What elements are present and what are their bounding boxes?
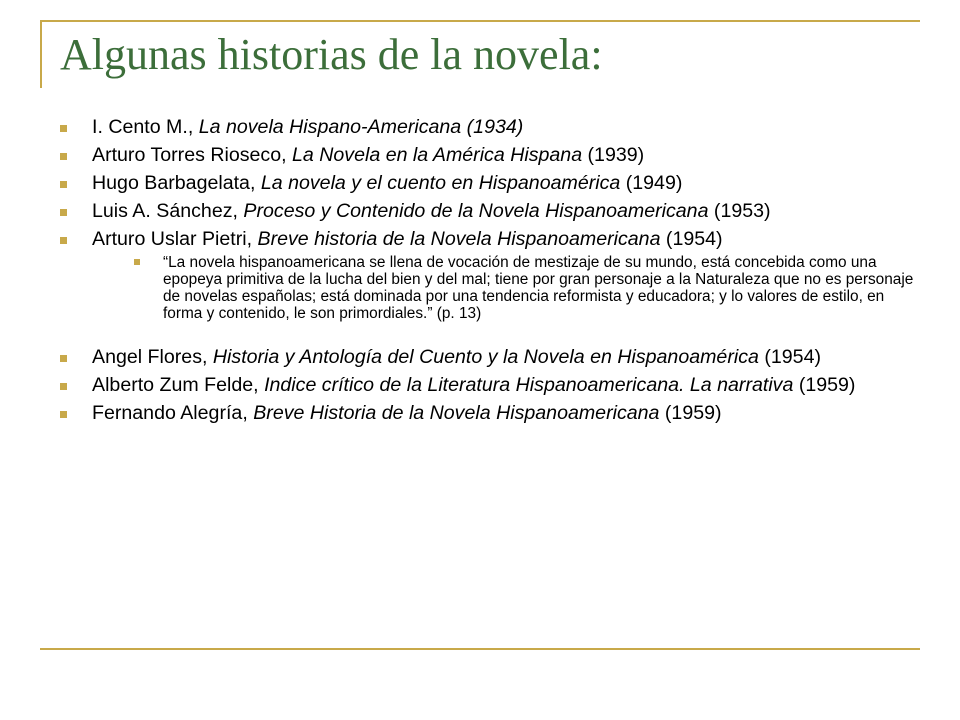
item-work: La novela Hispano-Americana (1934) <box>198 116 524 138</box>
list-item <box>58 144 918 166</box>
item-author: Hugo Barbagelata, <box>92 172 261 194</box>
item-author: Alberto Zum Felde, <box>92 374 265 396</box>
item-year: (1949) <box>620 172 683 194</box>
square-bullet-icon <box>60 181 67 188</box>
item-author: Angel Flores, <box>92 346 213 368</box>
item-work: La novela y el cuento en Hispanoamérica <box>260 172 621 194</box>
slide-content <box>58 116 918 430</box>
left-rule <box>40 20 42 88</box>
bottom-rule <box>40 648 920 650</box>
quote-item <box>126 254 918 322</box>
item-work: La Novela en la América Hispana <box>292 144 583 166</box>
item-year: (1939) <box>582 144 645 166</box>
square-bullet-icon <box>134 259 140 265</box>
item-author: Arturo Uslar Pietri, <box>92 228 258 250</box>
item-author: I. Cento M., <box>92 116 199 138</box>
square-bullet-icon <box>60 237 67 244</box>
list-item <box>58 200 918 222</box>
list-item <box>58 228 918 322</box>
square-bullet-icon <box>60 153 67 160</box>
square-bullet-icon <box>60 125 67 132</box>
item-year: (1954) <box>660 228 723 250</box>
top-rule <box>40 20 920 22</box>
list-item <box>58 172 918 194</box>
slide-title: Algunas historias de la novela: <box>60 30 603 79</box>
item-work: Breve Historia de la Novela Hispanoamericana <box>253 402 660 424</box>
list-item <box>58 402 918 424</box>
item-year: (1959) <box>793 374 856 396</box>
item-work: Breve historia de la Novela Hispanoamericana <box>257 228 661 250</box>
square-bullet-icon <box>60 411 67 418</box>
square-bullet-icon <box>60 209 67 216</box>
square-bullet-icon <box>60 355 67 362</box>
list-item <box>58 374 918 396</box>
bibliography-list <box>58 116 918 424</box>
list-item <box>58 116 918 138</box>
item-author: Luis A. Sánchez, <box>92 200 244 222</box>
quote-text: “La novela hispanoamericana se llena de vocación de mestizaje de su mundo, está concebida como una epopeya primitiva de la lucha del bien y del mal; tiene por gran personaje a la Naturaleza que no es personaje de novelas españolas; está dominada por una tendencia reformista y educadora; y lo valores de estilo, en forma y contenido, le son primordiales.” (p. 13) <box>163 254 914 322</box>
item-author: Arturo Torres Rioseco, <box>92 144 293 166</box>
item-year: (1954) <box>758 346 821 368</box>
item-work: Historia y Antología del Cuento y la Novela en Hispanoamérica <box>212 346 759 368</box>
quote-list <box>92 254 918 322</box>
square-bullet-icon <box>60 383 67 390</box>
item-year: (1953) <box>708 200 771 222</box>
item-author: Fernando Alegría, <box>92 402 254 424</box>
item-year: (1959) <box>659 402 722 424</box>
list-item <box>58 346 918 368</box>
item-work: Indice crítico de la Literatura Hispanoamericana. La narrativa <box>264 374 794 396</box>
item-work: Proceso y Contenido de la Novela Hispanoamericana <box>243 200 709 222</box>
